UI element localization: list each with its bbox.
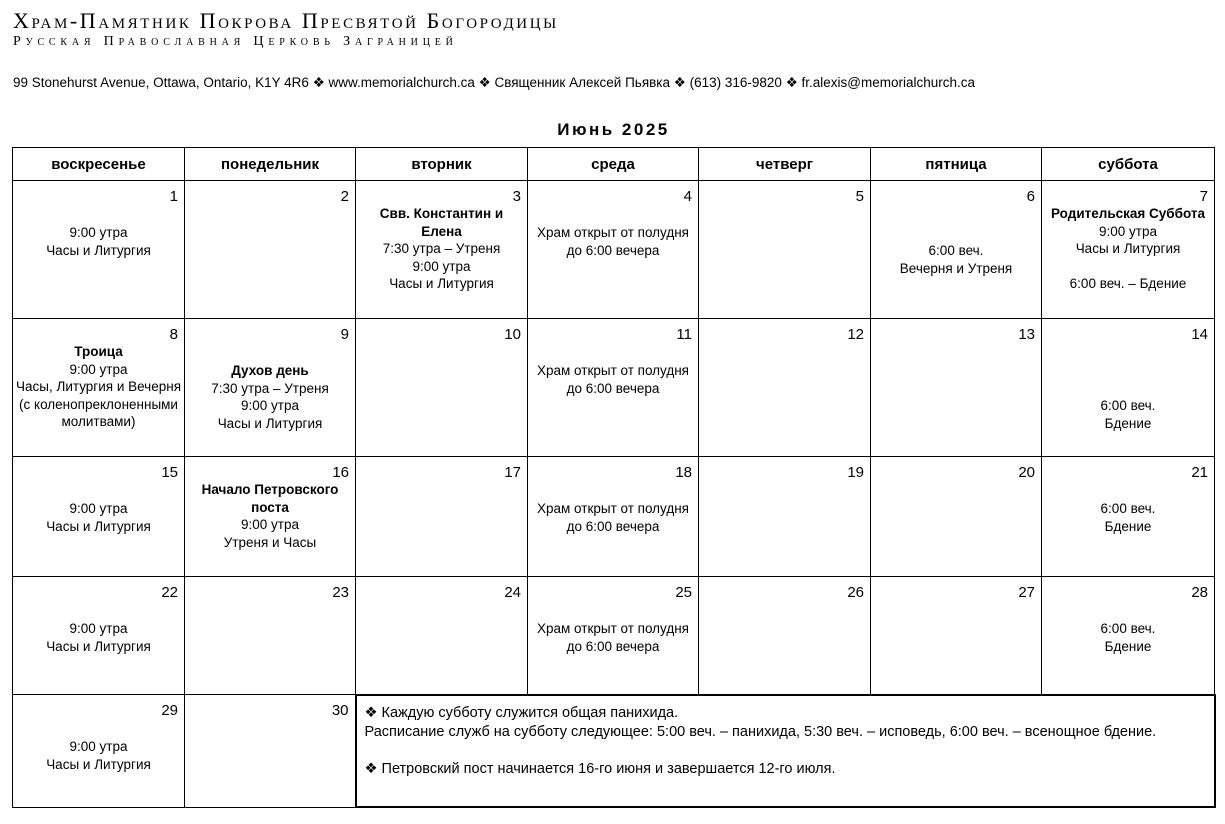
week-row (13, 181, 1215, 319)
day-event-line: Часы и Литургия (46, 518, 151, 534)
day-cell (356, 577, 528, 695)
day-event-line: 9:00 утра (412, 258, 471, 274)
day-event-line: Храм открыт от полудня до 6:00 вечера (537, 621, 689, 654)
day-event-line: Храм открыт от полудня до 6:00 вечера (537, 225, 689, 258)
day-cell (1042, 457, 1215, 577)
day-event-line: 6:00 веч. (928, 243, 984, 258)
day-cell (356, 457, 528, 577)
day-number: 14 (1191, 326, 1208, 343)
day-event-line: 9:00 утра (241, 398, 299, 413)
day-number: 3 (512, 188, 521, 205)
day-number: 12 (847, 326, 864, 343)
note-fast: ❖ Петровский пост начинается 16-го июня и завершается 12-го июля. (364, 760, 836, 777)
week-row (13, 577, 1215, 695)
day-cell (528, 577, 699, 695)
day-cell (13, 577, 185, 695)
day-event-line: 9:00 утра (69, 225, 128, 240)
day-cell (13, 695, 185, 808)
day-event-line: 9:00 утра (241, 517, 299, 532)
calendar-grid (12, 147, 1216, 808)
day-number: 18 (675, 464, 692, 481)
day-event-line: 9:00 утра (69, 361, 128, 377)
day-number: 21 (1191, 464, 1208, 481)
day-cell (13, 457, 185, 577)
day-event-line: Храм открыт от полудня до 6:00 вечера (537, 363, 689, 396)
day-event-line: Часы, Литургия и Вечерня (с коленопреклоненными молитвами) (16, 379, 181, 429)
day-event-line: 9:00 утра (69, 621, 128, 636)
day-event-line: Часы и Литургия (46, 638, 151, 654)
day-number: 27 (1018, 584, 1035, 601)
day-cell (699, 319, 871, 457)
church-subtitle: Русская Православная Церковь Заграницей (13, 34, 458, 49)
day-event-line: Бдение (1104, 638, 1152, 654)
day-number: 2 (340, 188, 349, 205)
day-event-line: 9:00 утра (1099, 223, 1157, 239)
day-event-line: Часы и Литургия (46, 242, 151, 258)
weekday-header: четверг (699, 148, 871, 181)
day-number: 4 (683, 188, 692, 205)
day-cell (185, 457, 356, 577)
month-title: Июнь 2025 (557, 120, 670, 139)
day-cell (699, 181, 871, 319)
day-cell (699, 457, 871, 577)
day-cell (13, 181, 185, 319)
day-event-line: Вечерня и Утреня (899, 260, 1013, 276)
day-number: 8 (169, 326, 178, 343)
day-event-line: Часы и Литургия (46, 756, 151, 772)
day-number: 16 (332, 464, 349, 481)
notes-box (356, 695, 1215, 808)
day-event-line: 7:30 утра – Утреня (382, 241, 501, 256)
day-event-line: 9:00 утра (69, 739, 128, 754)
day-number: 25 (675, 584, 692, 601)
day-number: 17 (504, 464, 521, 481)
day-cell (699, 577, 871, 695)
day-cell (871, 457, 1042, 577)
day-event-title: Родительская Суббота (1051, 206, 1205, 221)
day-cell (13, 319, 185, 457)
day-cell (1042, 181, 1215, 319)
day-cell (528, 457, 699, 577)
day-cell (1042, 319, 1215, 457)
day-event-title: Начало Петровского поста (201, 482, 339, 515)
day-event-line: Часы и Литургия (217, 415, 323, 431)
day-number: 26 (847, 584, 864, 601)
day-cell (185, 319, 356, 457)
day-number: 29 (161, 702, 178, 719)
day-number: 13 (1018, 326, 1035, 343)
day-cell (528, 319, 699, 457)
week-row (13, 319, 1215, 457)
day-number: 11 (676, 326, 692, 343)
day-cell (185, 181, 356, 319)
note-saturday-schedule: Расписание служб на субботу следующее: 5:00 веч. – панихида, 5:30 веч. – исповедь, 6:00 веч. – всенощное бдение. (364, 723, 1157, 740)
week-row (13, 457, 1215, 577)
weekday-header: среда (528, 148, 699, 181)
day-number: 19 (847, 464, 864, 481)
day-cell (871, 577, 1042, 695)
day-number: 22 (161, 584, 178, 601)
day-event-line: 7:30 утра – Утреня (211, 380, 329, 396)
weekday-header: вторник (356, 148, 528, 181)
day-cell (185, 695, 356, 808)
day-cell (185, 577, 356, 695)
day-event-line: Бдение (1104, 415, 1152, 431)
day-event-line: 6:00 веч. (1100, 621, 1156, 636)
day-cell (871, 181, 1042, 319)
day-number: 24 (504, 584, 521, 601)
day-number: 5 (855, 188, 864, 205)
day-number: 30 (331, 702, 349, 719)
day-number: 23 (332, 584, 349, 601)
day-number: 20 (1018, 464, 1035, 481)
day-cell (356, 181, 528, 319)
day-event-title: Свв. Константин и Елена (379, 206, 504, 239)
church-title: Храм-Памятник Покрова Пресвятой Богородицы (13, 8, 559, 33)
day-number: 6 (1026, 188, 1035, 205)
day-number: 28 (1191, 584, 1208, 601)
day-number: 1 (169, 188, 178, 205)
day-cell (871, 319, 1042, 457)
note-panikhida: ❖ Каждую субботу служится общая панихида. (364, 704, 679, 721)
day-number: 7 (1199, 188, 1208, 205)
day-cell (356, 319, 528, 457)
day-event-line: Утреня и Часы (223, 534, 317, 550)
weekday-header-row (13, 148, 1215, 181)
contact-line: 99 Stonehurst Avenue, Ottawa, Ontario, K1Y 4R6 ❖ www.memorialchurch.ca ❖ Священник Алексей Пьявка ❖ (613) 316-9820 ❖ fr.alexis@memorialchurch.ca (13, 75, 976, 90)
weekday-header: пятница (871, 148, 1042, 181)
day-event-line: Часы и Литургия (389, 276, 494, 291)
day-event-title: Троица (74, 344, 123, 359)
weekday-header: суббота (1042, 148, 1215, 181)
weekday-header: понедельник (185, 148, 356, 181)
day-event-line: Храм открыт от полудня до 6:00 вечера (537, 501, 689, 534)
day-event-line: 6:00 веч. (1100, 398, 1156, 413)
day-number: 10 (504, 326, 521, 343)
week-row (13, 695, 1215, 808)
day-cell (528, 181, 699, 319)
day-event-line: 6:00 веч. (1100, 501, 1156, 516)
weekday-header: воскресенье (13, 148, 185, 181)
day-number: 15 (161, 464, 178, 481)
day-event-line: 9:00 утра (69, 501, 128, 516)
day-event-line: Часы и Литургия (1075, 241, 1181, 256)
day-cell (1042, 577, 1215, 695)
day-event-line: Бдение (1104, 518, 1152, 534)
day-event-line: 6:00 веч. – Бдение (1069, 275, 1187, 291)
day-number: 9 (340, 326, 349, 343)
day-event-title: Духов день (231, 363, 309, 378)
